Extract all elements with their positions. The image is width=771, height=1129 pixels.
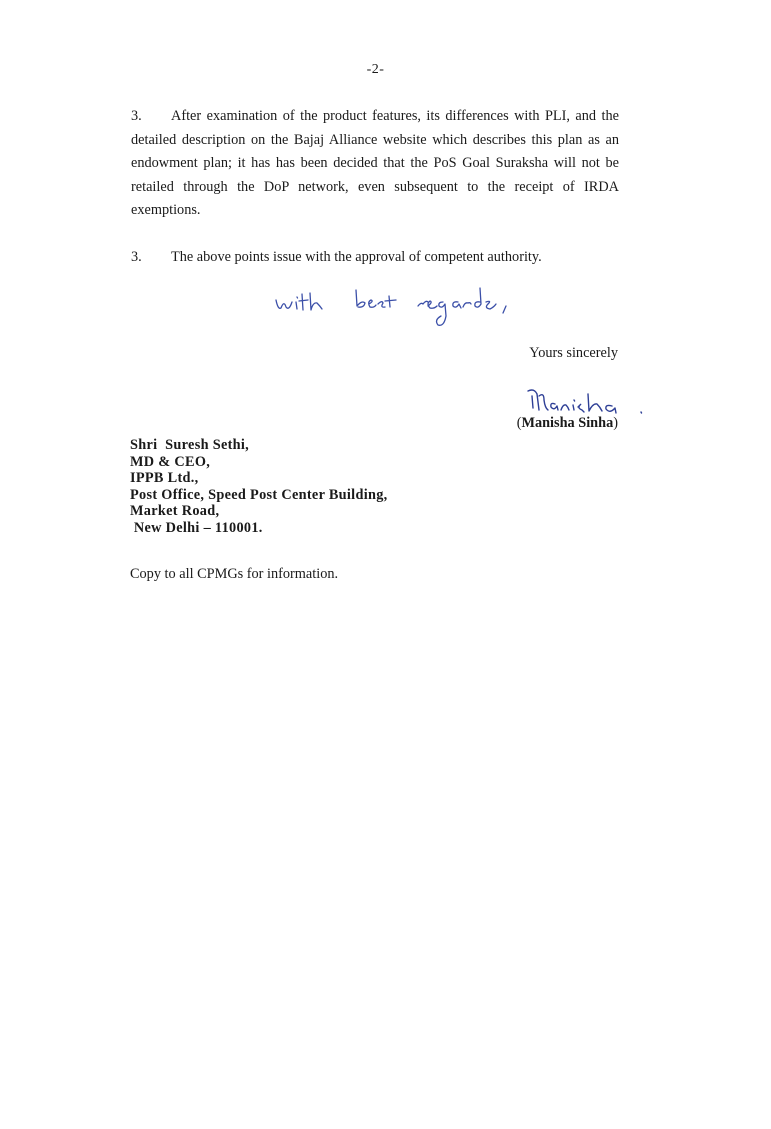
paragraph-text: After examination of the product features, its differences with PLI, and the detailed description on the Bajaj Alliance website which describes this plan as an endowment plan; it has has been decided that the PoS Goal Suraksha will not be retailed through the DoP network, even subsequent to the receipt of IRDA exemptions. [131,108,619,219]
address-line: New Delhi – 110001. [130,519,263,536]
copy-distribution-note: Copy to all CPMGs for information. [130,566,339,582]
address-line: MD & CEO, [130,453,211,470]
address-line: Shri Suresh Sethi, [130,437,250,453]
address-line: IPPB Ltd., [130,470,199,487]
paragraph-approval-decision [131,105,619,223]
close-paren: ) [613,415,618,431]
open-paren: ( [516,415,522,431]
handwritten-greeting [270,280,520,330]
signatory-name: Manisha Sinha [521,415,614,431]
paragraph-approval-note [131,246,631,270]
address-line: Market Road, [130,503,220,520]
paragraph-text: The above points issue with the approval of competent authority. [171,249,542,265]
paragraph-number: 3. [131,108,142,124]
recipient-address [130,437,388,537]
signatory-name-block [517,415,618,432]
address-line: Post Office, Speed Post Center Building, [130,486,388,503]
closing-salutation: Yours sincerely [529,345,618,361]
page-number: -2- [366,62,385,77]
paragraph-number: 3. [131,249,142,265]
